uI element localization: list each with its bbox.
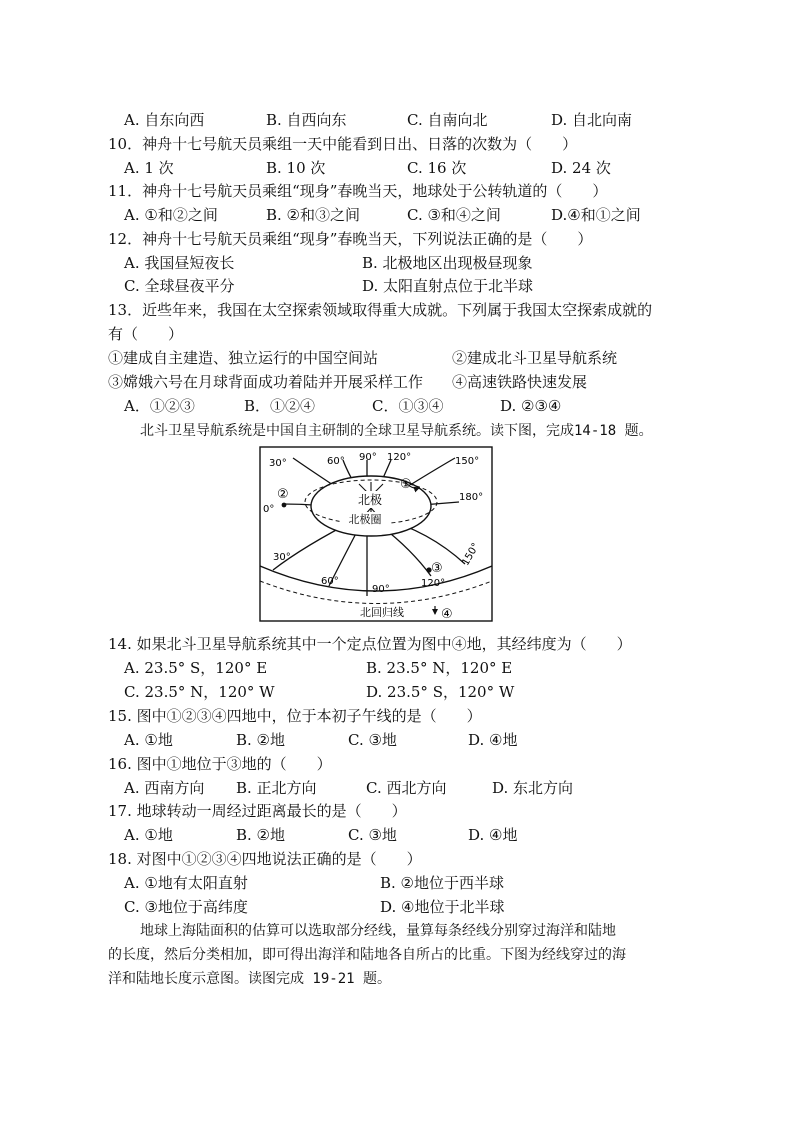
q13-option-c: C．①③④: [372, 397, 444, 415]
q13-option-b: B．①②④: [244, 397, 316, 415]
marker-3: ③: [431, 561, 443, 576]
tropic-label: 北回归线: [360, 606, 404, 619]
lon-label-90-top: 90°: [359, 452, 377, 463]
q15-option-b: B. ②地: [236, 731, 286, 749]
q9-option-d: D. 自北向南: [551, 111, 633, 129]
q13-option-d: D. ②③④: [500, 397, 562, 415]
q10-option-d: D. 24 次: [551, 159, 611, 177]
q13-item-3: ③嫦娥六号在月球背面成功着陆并开展采样工作: [108, 373, 424, 391]
q10-option-b: B. 10 次: [266, 159, 326, 177]
marker-2: ②: [277, 487, 289, 502]
q18-option-d: D. ④地位于北半球: [380, 898, 505, 916]
q13-item-2: ②建成北斗卫星导航系统: [452, 349, 618, 367]
lon-label-120-bottom: 120°: [421, 578, 446, 589]
q10-option-c: C. 16 次: [407, 159, 467, 177]
lon-label-60-bottom: 60°: [321, 576, 339, 587]
q18-stem: 18. 对图中①②③④四地说法正确的是（ ）: [108, 850, 422, 868]
q17-option-a: A. ①地: [124, 826, 173, 844]
q13-stem-line2: 有（ ）: [108, 325, 184, 343]
q10-stem: 10．神舟十七号航天员乘组一天中能看到日出、日落的次数为（ ）: [108, 135, 578, 153]
lon-label-180: 180°: [459, 492, 484, 503]
intro-19-21-line2: 的长度，然后分类相加，即可得出海洋和陆地各自所占的比重。下图为经线穿过的海: [108, 947, 626, 963]
q17-option-d: D. ④地: [468, 826, 518, 844]
q11-option-a: A. ①和②之间: [124, 206, 218, 224]
q15-stem: 15. 图中①②③④四地中，位于本初子午线的是（ ）: [108, 707, 482, 725]
lon-label-150-top: 150°: [455, 456, 480, 467]
arctic-projection-figure: [259, 446, 493, 622]
lon-label-120-top: 120°: [387, 452, 412, 463]
lon-label-150-bottom: 150°: [460, 541, 482, 568]
q12-option-a: A. 我国昼短夜长: [124, 254, 235, 272]
q16-option-b: B. 正北方向: [236, 779, 317, 797]
q17-option-b: B. ②地: [236, 826, 286, 844]
q18-option-c: C. ③地位于高纬度: [124, 898, 248, 916]
q18-option-b: B. ②地位于西半球: [380, 874, 505, 892]
q9-option-b: B. 自西向东: [266, 111, 347, 129]
intro-19-21-line3: 洋和陆地长度示意图。读图完成 19-21 题。: [108, 971, 391, 987]
marker-2-dot: [282, 503, 287, 508]
q14-option-b: B. 23.5° N，120° E: [366, 659, 513, 677]
q14-option-c: C. 23.5° N，120° W: [124, 683, 275, 701]
q13-stem-line1: 13．近些年来，我国在太空探索领域取得重大成就。下列属于我国太空探索成就的: [108, 301, 653, 319]
lon-label-0: 0°: [263, 504, 275, 515]
lon-label-30-top: 30°: [269, 458, 287, 469]
q11-option-b: B. ②和③之间: [266, 206, 361, 224]
lon-label-30-bottom: 30°: [273, 552, 291, 563]
marker-4: ④: [441, 607, 453, 622]
q16-stem: 16. 图中①地位于③地的（ ）: [108, 755, 332, 773]
north-pole-label: 北极: [357, 493, 383, 507]
q14-option-a: A. 23.5° S，120° E: [124, 659, 268, 677]
intro-14-18: 北斗卫星导航系统是中国自主研制的全球卫星导航系统。读下图，完成14-18 题。: [140, 423, 653, 439]
q15-option-c: C. ③地: [348, 731, 397, 749]
q12-stem: 12．神舟十七号航天员乘组“现身”春晚当天，下列说法正确的是（ ）: [108, 230, 593, 248]
intro-19-21-line1: 地球上海陆面积的估算可以选取部分经线，量算每条经线分别穿过海洋和陆地: [140, 923, 616, 939]
q12-option-c: C. 全球昼夜平分: [124, 277, 235, 295]
q16-option-c: C. 西北方向: [366, 779, 447, 797]
q9-option-a: A. 自东向西: [124, 111, 205, 129]
q14-option-d: D. 23.5° S，120° W: [366, 683, 515, 701]
q12-option-b: B. 北极地区出现极昼现象: [362, 254, 533, 272]
q12-option-d: D. 太阳直射点位于北半球: [362, 277, 534, 295]
q16-option-d: D. 东北方向: [492, 779, 574, 797]
q17-option-c: C. ③地: [348, 826, 397, 844]
q14-stem: 14. 如果北斗卫星导航系统其中一个定点位置为图中④地，其经纬度为（ ）: [108, 635, 632, 653]
lon-label-90-bottom: 90°: [372, 584, 390, 595]
q15-option-d: D. ④地: [468, 731, 518, 749]
q17-stem: 17. 地球转动一周经过距离最长的是（ ）: [108, 802, 407, 820]
marker-1: ①: [400, 477, 412, 492]
q10-option-a: A. 1 次: [124, 159, 174, 177]
arctic-circle-label: 北极圈: [348, 513, 382, 526]
q13-option-a: A．①②③: [124, 397, 195, 415]
q11-option-c: C. ③和④之间: [407, 206, 501, 224]
q15-option-a: A. ①地: [124, 731, 173, 749]
q18-option-a: A. ①地有太阳直射: [124, 874, 248, 892]
lon-label-60-top: 60°: [327, 456, 345, 467]
q16-option-a: A. 西南方向: [124, 779, 205, 797]
q13-item-1: ①建成自主建造、独立运行的中国空间站: [108, 349, 379, 367]
q11-stem: 11．神舟十七号航天员乘组“现身”春晚当天，地球处于公转轨道的（ ）: [108, 182, 608, 200]
q11-option-d: D.④和①之间: [551, 206, 641, 224]
q9-option-c: C. 自南向北: [407, 111, 488, 129]
q13-item-4: ④高速铁路快速发展: [452, 373, 588, 391]
